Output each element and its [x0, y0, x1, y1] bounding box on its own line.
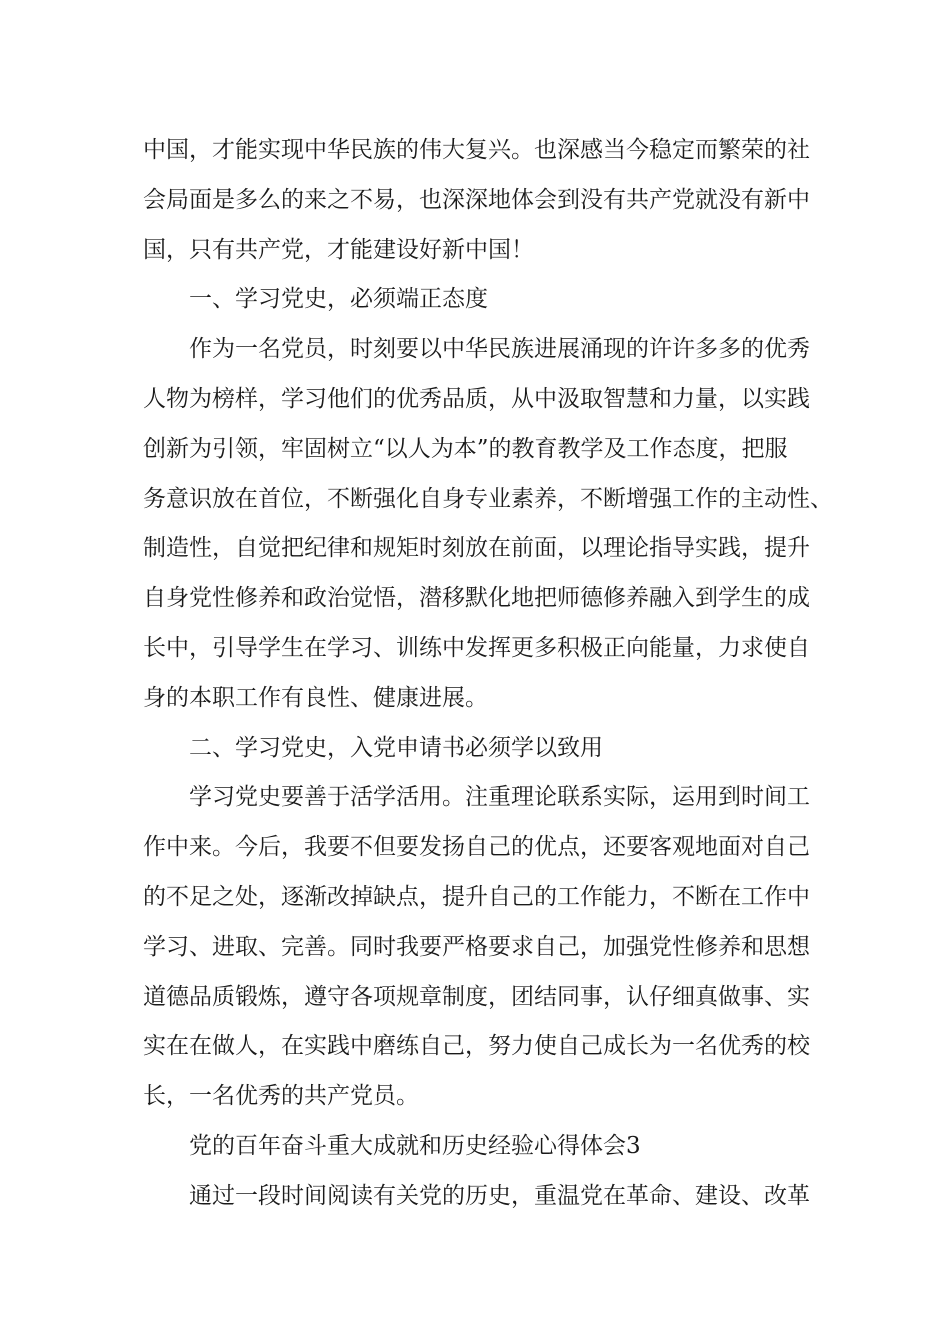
- text-line: 人物为榜样，学习他们的优秀品质，从中汲取智慧和力量，以实践: [143, 385, 810, 412]
- text-line: 通过一段时间阅读有关党的历史，重温党在革命、建设、改革: [189, 1182, 810, 1209]
- text-line: 作为一名党员，时刻要以中华民族进展涌现的许许多多的优秀: [189, 336, 810, 363]
- text-line: 创新为引领，牢固树立“以人为本”的教育教学及工作态度，把服: [143, 435, 788, 462]
- text-line: 中国，才能实现中华民族的伟大复兴。也深感当今稳定而繁荣的社: [143, 137, 810, 163]
- text-line: 制造性，自觉把纪律和规矩时刻放在前面，以理论指导实践，提升: [143, 535, 810, 562]
- text-line: 自身党性修养和政治觉悟，潜移默化地把师德修养融入到学生的成: [143, 585, 810, 612]
- text-line: 学习、进取、完善。同时我要严格要求自己，加强党性修养和思想: [143, 933, 810, 960]
- text-line: 身的本职工作有良性、健康进展。: [143, 684, 488, 711]
- text-line: 长中，引导学生在学习、训练中发挥更多积极正向能量，力求使自: [143, 634, 810, 661]
- document-body: [143, 126, 833, 1222]
- text-line: 党的百年奋斗重大成就和历史经验心得体会3: [189, 1132, 641, 1159]
- text-line: 的不足之处，逐渐改掉缺点，提升自己的工作能力，不断在工作中: [143, 883, 810, 910]
- text-line: 国，只有共产党，才能建设好新中国！: [143, 236, 534, 263]
- text-line: 务意识放在首位，不断强化自身专业素养，不断增强工作的主动性、: [143, 485, 833, 512]
- text-line: 作中来。今后，我要不但要发扬自己的优点，还要客观地面对自己: [143, 834, 810, 861]
- text-line: 实在在做人，在实践中磨练自己，努力使自己成长为一名优秀的校: [143, 1033, 810, 1060]
- text-line: 一、学习党史，必须端正态度: [189, 286, 488, 313]
- text-line: 道德品质锻炼，遵守各项规章制度，团结同事，认仔细真做事、实: [143, 983, 810, 1010]
- text-line: 会局面是多么的来之不易，也深深地体会到没有共产党就没有新中: [143, 186, 810, 213]
- text-line: 二、学习党史，入党申请书必须学以致用: [189, 734, 603, 761]
- text-line: 学习党史要善于活学活用。注重理论联系实际，运用到时间工: [189, 784, 810, 811]
- text-line: 长，一名优秀的共产党员。: [143, 1083, 419, 1110]
